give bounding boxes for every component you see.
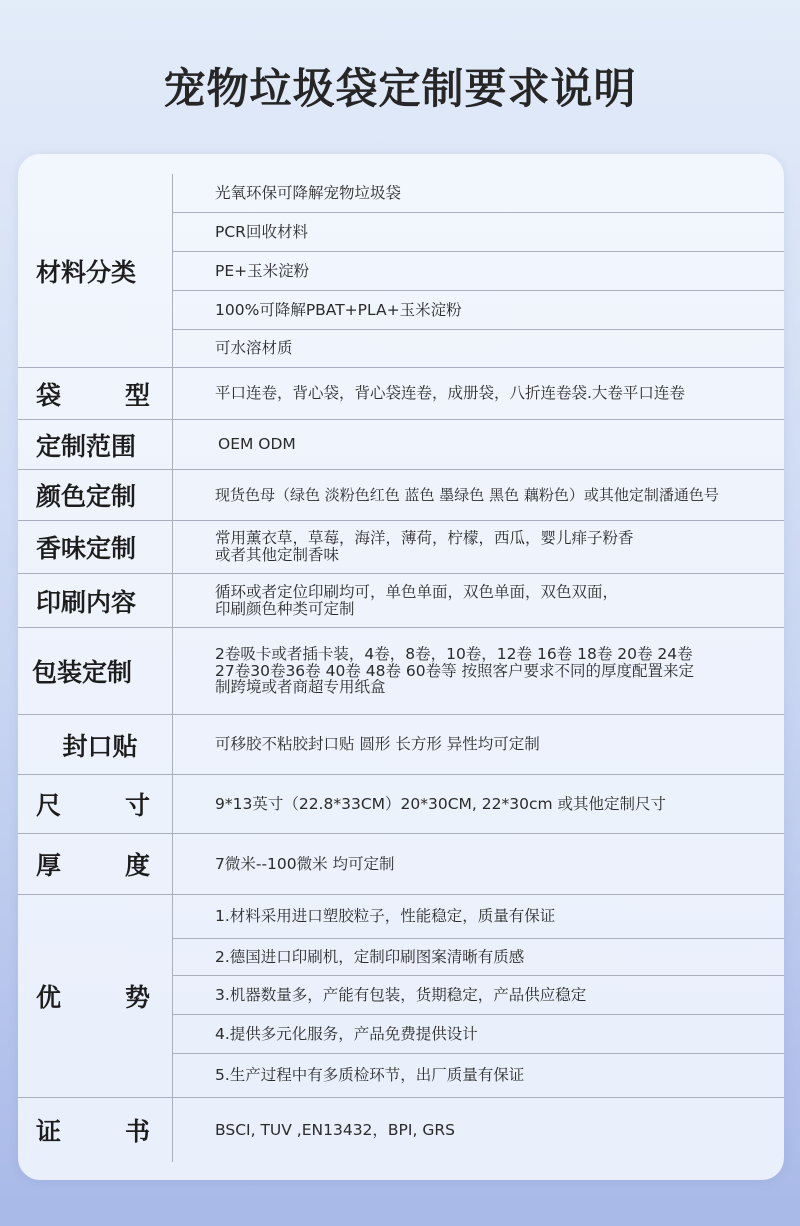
- row-thickness: [18, 834, 784, 895]
- list-item: [173, 252, 784, 291]
- label-char: 证: [36, 1117, 62, 1146]
- row-label-bag-type: [18, 368, 172, 419]
- row-label-size: [18, 775, 172, 833]
- label-char: 型: [124, 380, 150, 410]
- label-char: 寸: [124, 791, 150, 820]
- color-value: 现货色母（绿色 淡粉色红色 蓝色 墨绿色 黑色 藕粉色）或其他定制潘通色号: [215, 485, 719, 504]
- row-color: [18, 470, 784, 521]
- size-value: 9*13英寸（22.8*33CM）20*30CM, 22*30cm 或其他定制尺寸: [215, 794, 667, 813]
- label-char: 书: [124, 1117, 150, 1146]
- scent-line-2: 或者其他定制香味: [215, 546, 340, 564]
- packaging-line-3: 制跨境或者商超专用纸盒: [215, 678, 386, 697]
- list-item: [173, 174, 784, 213]
- row-label-packaging: 包装定制: [32, 658, 133, 687]
- scent-value: [215, 521, 776, 573]
- packaging-line-1: 2卷吸卡或者插卡装，4卷，8卷，10卷，12卷 16卷 18卷 20卷 24卷: [215, 644, 693, 663]
- row-label-thickness: [18, 834, 172, 894]
- advantage-item-3: 3.机器数量多，产能有包装，货期稳定，产品供应稳定: [215, 985, 587, 1004]
- scent-line-1: 常用薰衣草，草莓，海洋，薄荷，柠檬，西瓜，婴儿痱子粉香: [215, 529, 634, 548]
- material-item-3: PE+玉米淀粉: [215, 261, 310, 280]
- list-item: [173, 1015, 784, 1054]
- label-char: 度: [124, 851, 150, 880]
- list-item: [173, 939, 784, 976]
- row-packaging: [18, 628, 784, 715]
- row-label-scent: 香味定制: [36, 534, 137, 563]
- row-material: [18, 174, 784, 368]
- label-char: 袋: [36, 380, 62, 410]
- row-scope: [18, 420, 784, 470]
- row-label-seal: 封口贴: [62, 731, 138, 761]
- page-title: 宠物垃圾袋定制要求说明: [163, 64, 637, 113]
- print-line-2: 印刷颜色种类可定制: [215, 599, 355, 618]
- advantage-item-2: 2.德国进口印刷机，定制印刷图案清晰有质感: [215, 947, 525, 966]
- material-item-2: PCR回收材料: [215, 222, 308, 241]
- scope-value: OEM ODM: [218, 435, 296, 454]
- label-char: 尺: [36, 791, 62, 820]
- row-size: [18, 775, 784, 834]
- spec-table: [18, 154, 784, 1180]
- packaging-line-2: 27卷30卷36卷 40卷 48卷 60卷等 按照客户要求不同的厚度配置来定: [215, 661, 695, 680]
- row-label-material: 材料分类: [36, 257, 137, 287]
- row-label-scope: 定制范围: [36, 431, 137, 461]
- print-value: [215, 574, 776, 627]
- row-certificate: [18, 1098, 784, 1162]
- advantage-item-1: 1.材料采用进口塑胶粒子，性能稳定，质量有保证: [215, 907, 556, 926]
- material-item-4: 100%可降解PBAT+PLA+玉米淀粉: [215, 300, 462, 319]
- row-bag-type: [18, 368, 784, 420]
- row-seal: [18, 715, 784, 775]
- list-item: [173, 895, 784, 939]
- advantage-item-4: 4.提供多元化服务，产品免费提供设计: [215, 1024, 478, 1043]
- list-item: [173, 291, 784, 330]
- label-char: 厚: [36, 851, 62, 880]
- row-label-color: 颜色定制: [36, 482, 137, 511]
- row-label-certificate: [18, 1098, 172, 1162]
- list-item: [173, 330, 784, 367]
- packaging-value: [215, 628, 776, 714]
- thickness-value: 7微米--100微米 均可定制: [215, 854, 395, 873]
- seal-value: 可移胶不粘胶封口贴 圆形 长方形 异性均可定制: [215, 735, 540, 754]
- list-item: [173, 1054, 784, 1096]
- list-item: [173, 976, 784, 1015]
- row-label-print: 印刷内容: [36, 587, 137, 617]
- row-scent: [18, 521, 784, 574]
- row-advantages: [18, 895, 784, 1098]
- row-print: [18, 574, 784, 628]
- material-item-1: 光氧环保可降解宠物垃圾袋: [215, 183, 402, 202]
- certificate-value: BSCI, TUV ,EN13432，BPI, GRS: [215, 1120, 455, 1139]
- list-item: [173, 213, 784, 252]
- label-char: 势: [124, 983, 150, 1012]
- print-line-1: 循环或者定位印刷均可，单色单面，双色单面，双色双面，: [215, 582, 619, 601]
- material-item-5: 可水溶材质: [215, 339, 293, 358]
- bag-type-value: 平口连卷，背心袋，背心袋连卷，成册袋，八折连卷袋.大卷平口连卷: [215, 384, 685, 403]
- row-label-advantages: [18, 895, 172, 1097]
- label-char: 优: [36, 983, 62, 1012]
- advantage-item-5: 5.生产过程中有多质检环节，出厂质量有保证: [215, 1065, 525, 1084]
